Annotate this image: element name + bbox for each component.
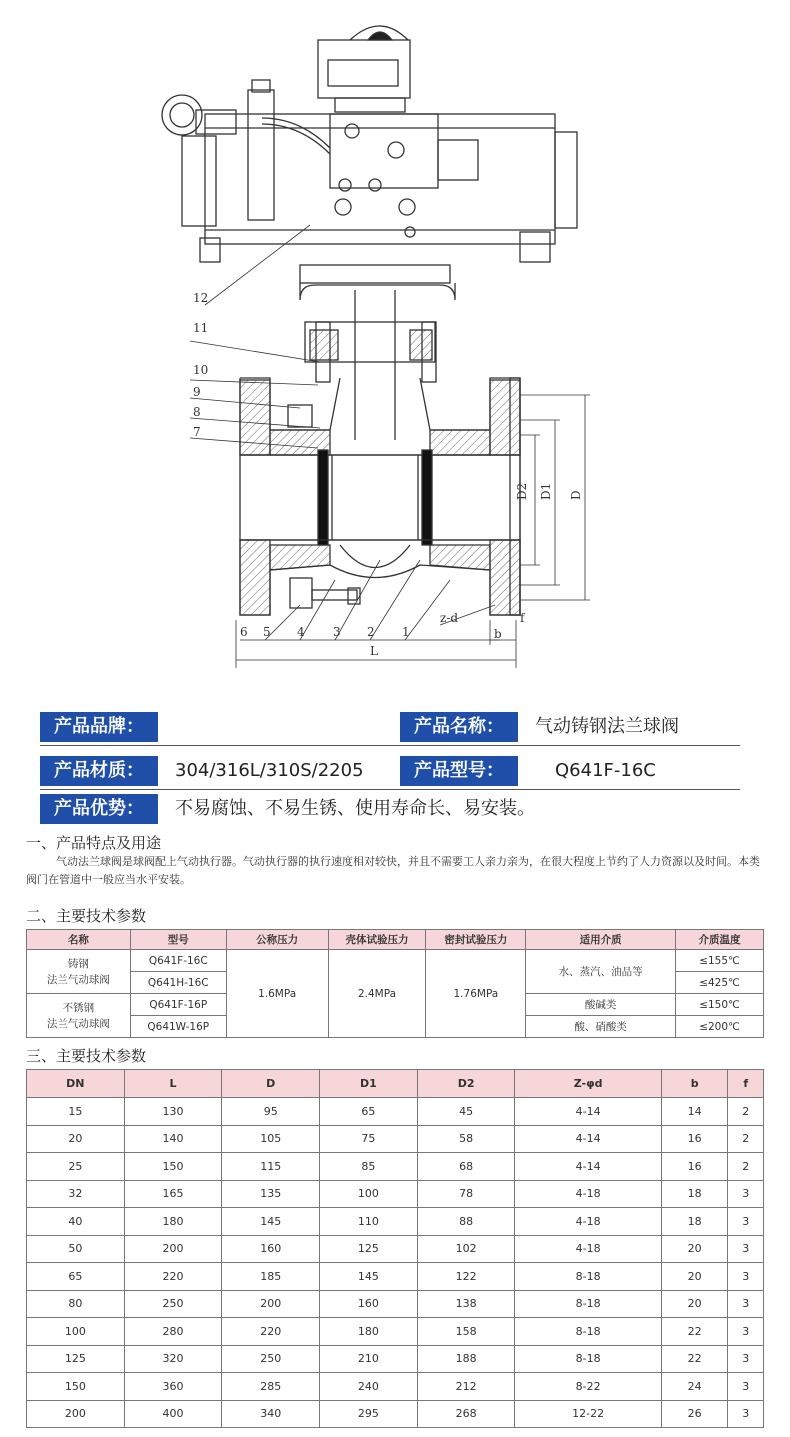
table-row <box>27 1263 764 1291</box>
header-cell: Z-φd <box>515 1070 661 1098</box>
spec-table-1 <box>26 929 764 1038</box>
table-cell: 4-14 <box>515 1153 661 1181</box>
header-cell: 壳体试验压力 <box>328 930 426 950</box>
table-cell: 50 <box>27 1235 125 1263</box>
part-label-12: 12 <box>193 291 209 305</box>
table-cell: 160 <box>320 1290 418 1318</box>
media-cell: 水、蒸汽、油品等 <box>526 950 676 994</box>
table-cell: 4-18 <box>515 1208 661 1236</box>
table-cell: 3 <box>728 1180 764 1208</box>
dim-label-d1: D1 <box>539 482 553 500</box>
table-cell: 16 <box>661 1153 728 1181</box>
info-row-material-model <box>40 756 740 790</box>
group-name-cell: 不锈钢 法兰气动球阀 <box>27 994 131 1038</box>
temp-cell: ≤200℃ <box>676 1016 764 1038</box>
product-name-tag: 产品名称： <box>400 712 518 742</box>
table-cell: 20 <box>661 1290 728 1318</box>
table-cell: 268 <box>417 1400 515 1428</box>
table-cell: 280 <box>124 1318 222 1346</box>
header-cell: D <box>222 1070 320 1098</box>
table-cell: 138 <box>417 1290 515 1318</box>
temp-cell: ≤155℃ <box>676 950 764 972</box>
table-cell: 45 <box>417 1098 515 1126</box>
table-cell: 180 <box>320 1318 418 1346</box>
dim-label-d: D <box>569 490 583 500</box>
table-cell: 80 <box>27 1290 125 1318</box>
material-value: 304/316L/310S/2205 <box>175 760 364 781</box>
table-cell: 3 <box>728 1290 764 1318</box>
table-cell: 4-14 <box>515 1098 661 1126</box>
table-cell: 122 <box>417 1263 515 1291</box>
table-cell: 8-18 <box>515 1318 661 1346</box>
table-cell: 150 <box>124 1153 222 1181</box>
table-cell: 40 <box>27 1208 125 1236</box>
section1-text: 气动法兰球阀是球阀配上气动执行器。气动执行器的执行速度相对较快，并且不需要工人亲力亲为，在很大程度上节约了人力资源以及时间。本类阀门在管道中一般应当水平安装。 <box>26 855 760 886</box>
table-cell: 3 <box>728 1318 764 1346</box>
table-cell: 22 <box>661 1345 728 1373</box>
table-body <box>27 1098 764 1428</box>
table-cell: 165 <box>124 1180 222 1208</box>
table-cell: 4-14 <box>515 1125 661 1153</box>
table-cell: 105 <box>222 1125 320 1153</box>
header-cell: 密封试验压力 <box>426 930 526 950</box>
table-cell: 185 <box>222 1263 320 1291</box>
dimension-table <box>26 1069 764 1428</box>
part-label-1: 1 <box>402 625 410 639</box>
table-cell: 340 <box>222 1400 320 1428</box>
table-cell: 115 <box>222 1153 320 1181</box>
model-cell: Q641W-16P <box>130 1016 226 1038</box>
table-cell: 22 <box>661 1318 728 1346</box>
table-cell: 3 <box>728 1263 764 1291</box>
table-cell: 158 <box>417 1318 515 1346</box>
table-row <box>27 1180 764 1208</box>
table-cell: 188 <box>417 1345 515 1373</box>
group-name-cell: 铸钢 法兰气动球阀 <box>27 950 131 994</box>
header-cell: 公称压力 <box>226 930 328 950</box>
table-cell: 125 <box>320 1235 418 1263</box>
model-cell: Q641F-16C <box>130 950 226 972</box>
model-tag: 产品型号： <box>400 756 518 786</box>
table-cell: 3 <box>728 1373 764 1401</box>
dim-label-l: L <box>370 644 378 658</box>
table-header-row <box>27 930 764 950</box>
header-cell: L <box>124 1070 222 1098</box>
table-header-row <box>27 1070 764 1098</box>
part-label-11: 11 <box>193 321 209 335</box>
table-cell: 200 <box>27 1400 125 1428</box>
product-name-value: 气动铸钢法兰球阀 <box>535 716 679 737</box>
part-label-4: 4 <box>297 625 305 639</box>
part-label-7: 7 <box>193 425 201 439</box>
table-cell: 220 <box>222 1318 320 1346</box>
table-row <box>27 1318 764 1346</box>
temp-cell: ≤150℃ <box>676 994 764 1016</box>
header-cell: D1 <box>320 1070 418 1098</box>
table-cell: 18 <box>661 1208 728 1236</box>
table-cell: 145 <box>222 1208 320 1236</box>
table-cell: 2 <box>728 1153 764 1181</box>
table-cell: 150 <box>27 1373 125 1401</box>
table-cell: 8-18 <box>515 1263 661 1291</box>
table-cell: 18 <box>661 1180 728 1208</box>
table-row <box>27 1345 764 1373</box>
table-cell: 285 <box>222 1373 320 1401</box>
table-cell: 95 <box>222 1098 320 1126</box>
table-cell: 14 <box>661 1098 728 1126</box>
header-cell: f <box>728 1070 764 1098</box>
table-cell: 65 <box>320 1098 418 1126</box>
table-cell: 75 <box>320 1125 418 1153</box>
table-cell: 250 <box>124 1290 222 1318</box>
part-label-5: 5 <box>263 625 271 639</box>
dim-label-zd: z-d <box>440 611 459 625</box>
table-cell: 2 <box>728 1098 764 1126</box>
table-cell: 295 <box>320 1400 418 1428</box>
table-cell: 135 <box>222 1180 320 1208</box>
table-cell: 400 <box>124 1400 222 1428</box>
table-cell: 140 <box>124 1125 222 1153</box>
table-cell: 65 <box>27 1263 125 1291</box>
header-cell: D2 <box>417 1070 515 1098</box>
part-label-8: 8 <box>193 405 201 419</box>
table-cell: 85 <box>320 1153 418 1181</box>
table-cell: 68 <box>417 1153 515 1181</box>
part-label-6: 6 <box>240 625 248 639</box>
model-value: Q641F-16C <box>555 760 656 781</box>
table-cell: 78 <box>417 1180 515 1208</box>
part-label-10: 10 <box>193 363 209 377</box>
table-row <box>27 1208 764 1236</box>
table-cell: 160 <box>222 1235 320 1263</box>
header-cell: 适用介质 <box>526 930 676 950</box>
table-cell: 210 <box>320 1345 418 1373</box>
table-cell: 3 <box>728 1345 764 1373</box>
table-cell: 100 <box>27 1318 125 1346</box>
table-cell: 4-18 <box>515 1235 661 1263</box>
table-row <box>27 1153 764 1181</box>
table-cell: 58 <box>417 1125 515 1153</box>
table-cell: 20 <box>661 1235 728 1263</box>
table-cell: 88 <box>417 1208 515 1236</box>
table-cell: 220 <box>124 1263 222 1291</box>
table-cell: 3 <box>728 1235 764 1263</box>
part-label-9: 9 <box>193 385 201 399</box>
valve-technical-drawing <box>0 0 790 700</box>
table-cell: 16 <box>661 1125 728 1153</box>
header-cell: 名称 <box>27 930 131 950</box>
table-cell: 8-18 <box>515 1290 661 1318</box>
seal-test-cell: 1.76MPa <box>426 950 526 1038</box>
table-row <box>27 1400 764 1428</box>
table-cell: 250 <box>222 1345 320 1373</box>
info-row-advantage <box>40 794 740 828</box>
table-cell: 15 <box>27 1098 125 1126</box>
table-row <box>27 1235 764 1263</box>
header-cell: DN <box>27 1070 125 1098</box>
table-cell: 180 <box>124 1208 222 1236</box>
table-cell: 360 <box>124 1373 222 1401</box>
table-cell: 125 <box>27 1345 125 1373</box>
table-cell: 4-18 <box>515 1180 661 1208</box>
media-cell: 酸碱类 <box>526 994 676 1016</box>
table-cell: 110 <box>320 1208 418 1236</box>
media-cell: 酸、硝酸类 <box>526 1016 676 1038</box>
part-label-2: 2 <box>367 625 375 639</box>
table-cell: 8-18 <box>515 1345 661 1373</box>
table-cell: 20 <box>27 1125 125 1153</box>
header-cell: 型号 <box>130 930 226 950</box>
table-row <box>27 1290 764 1318</box>
dim-label-f: f <box>520 611 525 625</box>
table-cell: 240 <box>320 1373 418 1401</box>
dim-label-d2: D2 <box>515 482 529 500</box>
temp-cell: ≤425℃ <box>676 972 764 994</box>
material-tag: 产品材质： <box>40 756 158 786</box>
nominal-pressure-cell: 1.6MPa <box>226 950 328 1038</box>
table-cell: 25 <box>27 1153 125 1181</box>
table-row <box>27 1125 764 1153</box>
section2-title: 二、主要技术参数 <box>26 907 147 925</box>
brand-tag: 产品品牌： <box>40 712 158 742</box>
table-cell: 200 <box>124 1235 222 1263</box>
table-cell: 26 <box>661 1400 728 1428</box>
info-row-brand-name <box>40 712 740 746</box>
table-cell: 20 <box>661 1263 728 1291</box>
table-cell: 200 <box>222 1290 320 1318</box>
table-cell: 8-22 <box>515 1373 661 1401</box>
table-cell: 100 <box>320 1180 418 1208</box>
header-cell: 介质温度 <box>676 930 764 950</box>
advantage-value: 不易腐蚀、不易生锈、使用寿命长、易安装。 <box>175 798 535 819</box>
table-cell: 212 <box>417 1373 515 1401</box>
dim-label-b: b <box>494 627 502 641</box>
part-label-3: 3 <box>333 625 341 639</box>
advantage-tag: 产品优势： <box>40 794 158 824</box>
section3-title: 三、主要技术参数 <box>26 1047 147 1065</box>
header-cell: b <box>661 1070 728 1098</box>
table-cell: 3 <box>728 1208 764 1236</box>
table-cell: 12-22 <box>515 1400 661 1428</box>
table-cell: 32 <box>27 1180 125 1208</box>
table-cell: 130 <box>124 1098 222 1126</box>
table-cell: 3 <box>728 1400 764 1428</box>
model-cell: Q641F-16P <box>130 994 226 1016</box>
table-cell: 2 <box>728 1125 764 1153</box>
model-cell: Q641H-16C <box>130 972 226 994</box>
table-cell: 24 <box>661 1373 728 1401</box>
table-cell: 145 <box>320 1263 418 1291</box>
table-row <box>27 950 764 972</box>
section1-title: 一、产品特点及用途 <box>26 834 162 852</box>
table-row <box>27 1373 764 1401</box>
table-row <box>27 1098 764 1126</box>
table-cell: 320 <box>124 1345 222 1373</box>
shell-test-cell: 2.4MPa <box>328 950 426 1038</box>
table-cell: 102 <box>417 1235 515 1263</box>
